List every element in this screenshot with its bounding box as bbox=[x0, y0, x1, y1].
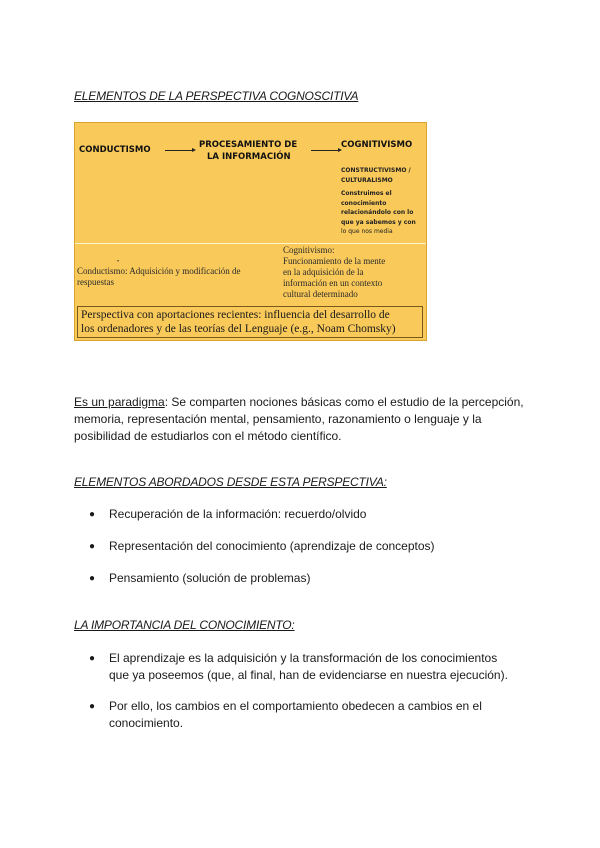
perspective-diagram bbox=[74, 122, 427, 341]
list-item: ● Representación del conocimiento (aprendizaje de conceptos) bbox=[89, 539, 435, 553]
list-item: ● Por ello, los cambios en el comportamiento obedecen a cambios en el conocimiento. bbox=[89, 699, 482, 730]
bullet-icon: ● bbox=[89, 541, 96, 552]
bullet-icon: ● bbox=[89, 573, 96, 584]
knowledge-list bbox=[74, 650, 534, 732]
paradigm-text: : Se comparten nociones básicas como el estudio de la percepción, memoria, representación mental, pensamiento, razonamiento o lenguaje y la posibilidad de estudiarlos con el método científico. bbox=[74, 395, 524, 443]
paradigm-term: Es un paradigma bbox=[74, 395, 165, 409]
list-item: ● El aprendizaje es la adquisición y la transformación de los conocimientos que ya poseemos (que, al final, han de evidenciarse en nuestra ejecución). bbox=[89, 651, 508, 682]
heading-elementos: ELEMENTOS DE LA PERSPECTIVA COGNOSCITIVA bbox=[74, 89, 359, 103]
label-cognitivismo: COGNITIVISMO bbox=[341, 140, 413, 150]
label-procesamiento-2: LA INFORMACIÓN bbox=[207, 152, 291, 162]
arrow-right-icon bbox=[311, 150, 339, 151]
construimos-text: Construimos el conocimiento relacionándolo con lo que ya sabemos y con lo que nos media bbox=[341, 190, 416, 235]
paradigm-paragraph bbox=[74, 394, 534, 445]
cognitivismo-description: Cognitivismo: Funcionamiento de la mente en la adquisición de la información en un contexto cultural determinado bbox=[283, 245, 386, 299]
diagram-top bbox=[75, 123, 426, 243]
conductismo-description: Conductismo: Adquisición y modificación de respuestas bbox=[77, 266, 241, 287]
bullet-icon: ● bbox=[89, 701, 96, 712]
bullet-icon: ● bbox=[89, 509, 96, 520]
dot-marker: • bbox=[117, 259, 120, 265]
heading-importancia: LA IMPORTANCIA DEL CONOCIMIENTO: bbox=[74, 618, 295, 632]
label-constructivismo: CONSTRUCTIVISMO / CULTURALISMO bbox=[341, 167, 411, 184]
list-item: ● Recuperación de la información: recuerdo/olvido bbox=[89, 507, 367, 521]
label-conductismo: CONDUCTISMO bbox=[79, 145, 151, 155]
label-procesamiento-1: PROCESAMIENTO DE bbox=[199, 140, 298, 150]
list-item: ● Pensamiento (solución de problemas) bbox=[89, 571, 311, 585]
arrow-right-icon bbox=[165, 150, 193, 151]
perspective-box: Perspectiva con aportaciones recientes: influencia del desarrollo de los ordenadores y de las teorías del Lenguaje (e.g., Noam Chomsky) bbox=[77, 306, 423, 338]
heading-elementos-abordados: ELEMENTOS ABORDADOS DESDE ESTA PERSPECTIVA: bbox=[74, 475, 387, 489]
diagram-divider bbox=[75, 243, 426, 244]
bullet-icon: ● bbox=[89, 653, 96, 664]
elements-list bbox=[74, 506, 534, 587]
